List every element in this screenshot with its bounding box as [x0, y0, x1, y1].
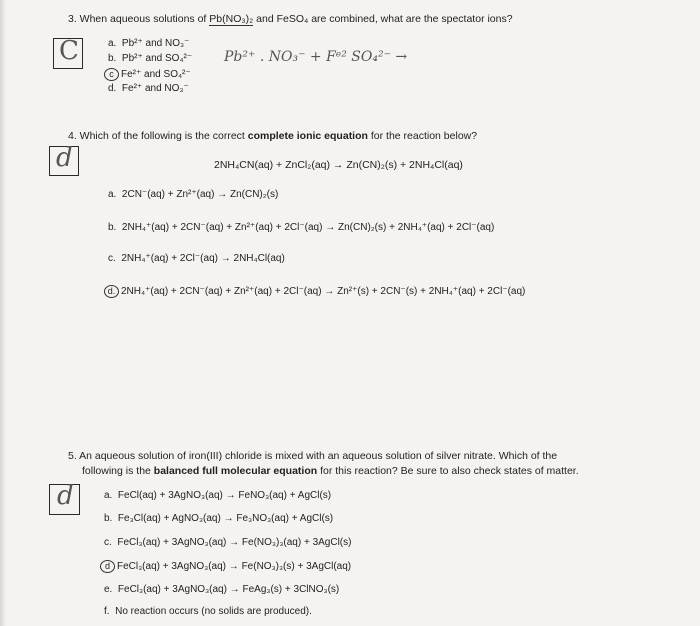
q5-option-c[interactable]: c. FeCl₃(aq) + 3AgNO₃(aq) → Fe(NO₃)₃(aq) + 3AgCl(s)	[104, 537, 352, 548]
q5-option-b[interactable]: b. Fe₃Cl(aq) + AgNO₃(aq) → Fe₃NO₃(aq) + AgCl(s)	[104, 513, 334, 524]
q4-option-d[interactable]: d. 2NH₄⁺(aq) + 2CN⁻(aq) + Zn²⁺(aq) + 2Cl⁻(aq) → Zn²⁺(s) + 2CN⁻(s) + 2NH₄⁺(aq) + 2Cl⁻(aq)	[104, 285, 525, 298]
q5-answer-box	[49, 481, 80, 515]
q3-answer-box	[53, 38, 83, 69]
scan-edge-shadow	[0, 0, 6, 626]
q5-option-f[interactable]: f. No reaction occurs (no solids are produced).	[104, 606, 312, 617]
q5-option-d-circle: d	[100, 560, 115, 573]
q3-option-c-circle: c	[104, 68, 119, 81]
q4-option-d-circle: d.	[104, 285, 119, 298]
q3-formula-iron-sulfate: FeSO₄	[276, 13, 309, 25]
q3-option-a[interactable]: a. Pb²⁺ and NO₃⁻	[108, 38, 190, 49]
q4-reaction: 2NH₄CN(aq) + ZnCl₂(aq) → Zn(CN)₂(s) + 2NH₄Cl(aq)	[214, 159, 463, 171]
q3-option-d[interactable]: d. Fe²⁺ and NO₃⁻	[108, 83, 189, 94]
q4-option-b[interactable]: b. 2NH₄⁺(aq) + 2CN⁻(aq) + Zn²⁺(aq) + 2Cl⁻(aq) → Zn(CN)₂(s) + 2NH₄⁺(aq) + 2Cl⁻(aq)	[108, 222, 495, 233]
q5-answer-mark: d	[57, 481, 74, 511]
q5-option-a[interactable]: a. FeCl(aq) + 3AgNO₃(aq) → FeNO₃(aq) + AgCl(s)	[104, 490, 332, 501]
q3-answer-mark: C	[59, 36, 79, 66]
q3-option-c[interactable]: c Fe²⁺ and SO₄²⁻	[104, 68, 191, 81]
q5-stem-line2: following is the balanced full molecular equation for this reaction? Be sure to also check states of matter.	[82, 465, 579, 477]
q4-option-a[interactable]: a. 2CN⁻(aq) + Zn²⁺(aq) → Zn(CN)₂(s)	[108, 189, 279, 200]
q3-handwritten-note: Pb²⁺ . NO₃⁻ + Fᵉ² SO₄²⁻ →	[224, 49, 408, 65]
q4-answer-mark: d	[56, 143, 73, 173]
q4-stem: 4. Which of the following is the correct complete ionic equation for the reaction below?	[68, 130, 478, 142]
q3-formula-lead-nitrate: Pb(NO₃)₂	[209, 13, 254, 25]
q3-option-b[interactable]: b. Pb²⁺ and SO₄²⁻	[108, 53, 193, 64]
q5-option-e[interactable]: e. FeCl₃(aq) + 3AgNO₃(aq) → FeAg₃(s) + 3ClNO₃(s)	[104, 584, 340, 595]
q4-option-c[interactable]: c. 2NH₄⁺(aq) + 2Cl⁻(aq) → 2NH₄Cl(aq)	[108, 253, 285, 264]
q3-stem: 3. When aqueous solutions of Pb(NO₃)₂ and FeSO₄ are combined, what are the spectator ions?	[68, 13, 513, 25]
q5-stem-line1: 5. An aqueous solution of iron(III) chloride is mixed with an aqueous solution of silver nitrate. Which of the	[68, 450, 558, 462]
q4-answer-box	[49, 143, 79, 176]
q5-option-d[interactable]: d FeCl₃(aq) + 3AgNO₃(aq) → Fe(NO₃)₃(s) + 3AgCl(aq)	[100, 560, 351, 573]
